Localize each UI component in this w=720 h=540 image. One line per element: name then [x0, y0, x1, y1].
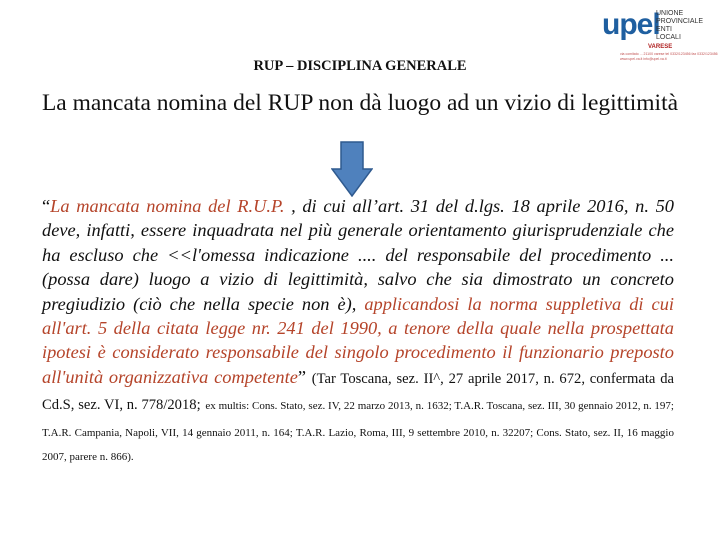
logo-small-print: via comitato ... 21100 varese tel 0332/123456 fax 0332/123456 www.upel.va.it info@upel.va.it [620, 52, 718, 61]
quote-highlight-1: La mancata nomina del R.U.P. [50, 196, 285, 216]
close-quote: ” [297, 366, 307, 387]
page-title: La mancata nomina del RUP non dà luogo ad un vizio di legittimità [41, 90, 679, 116]
quote-body [42, 194, 674, 466]
logo-city: VARESE [648, 44, 673, 50]
logo-subtitle: UNIONE PROVINCIALE ENTI LOCALI [656, 10, 704, 41]
references: ex multis: Cons. Stato, sez. IV, 22 marzo 2013, n. 1632; T.A.R. Toscana, sez. III, 30 gennaio 2012, n. 197; T.A.R. Campania, Napoli, VII, 14 gennaio 2011, n. 164; T.A.R. Lazio, Roma, III, 9 settembre 2010, n. 32207; Cons. Stato, sez. II, 16 maggio 2007, parere n. 866). [42, 400, 674, 464]
section-header: RUP – DISCIPLINA GENERALE [253, 58, 467, 74]
citation: (Tar Toscana, sez. II^, 27 aprile 2017, n. 672, confermata da Cd.S, sez. VI, n. 778/2018; [42, 370, 674, 414]
logo-word: upel [602, 8, 660, 41]
open-quote: “ [42, 196, 51, 216]
quote-text-1: , di cui all’art. 31 del d.lgs. 18 aprile 2016, n. 50 deve, infatti, essere inquadrata nel più generale orientamento giurisprudenziale che ha escluso che <<l'omessa indicazione .... del responsabile del procedimento ...(possa dare) luogo a vizio di legittimità, salvo che sia dimostrato un concreto pregiudizio (ciò che nella specie non è), [42, 196, 674, 314]
down-arrow-icon [331, 141, 373, 197]
quote-highlight-2: applicandosi la norma suppletiva di cui all'art. 5 della citata legge nr. 241 del 1990, a tenore della quale nella prospettata ipotesi è considerato responsabile del singolo procedimento il funzionario preposto all'unità organizzativa competente [42, 293, 675, 387]
